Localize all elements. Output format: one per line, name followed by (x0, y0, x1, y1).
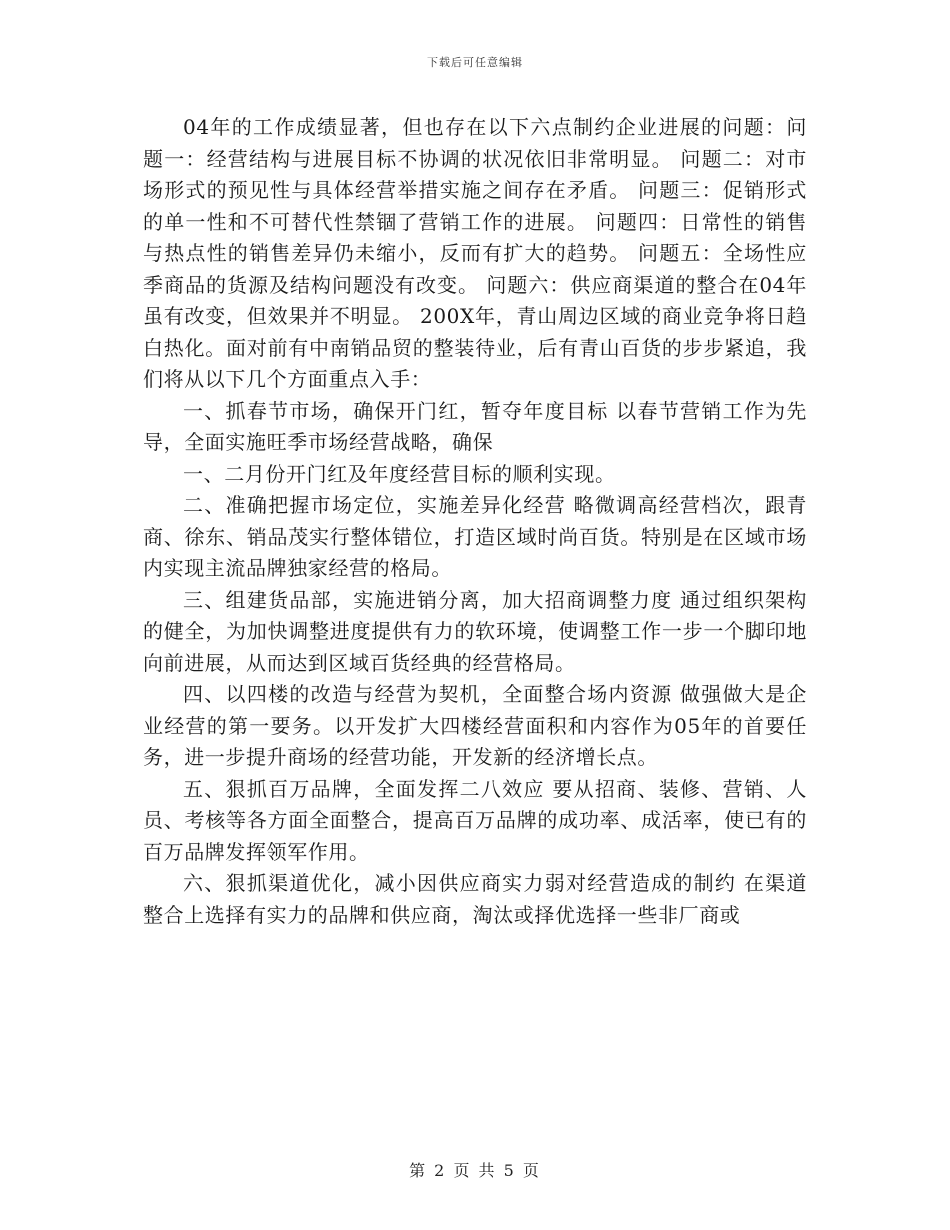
paragraph-item-4: 四、以四楼的改造与经营为契机，全面整合场内资源 做强做大是企业经营的第一要务。以开发扩大四楼经营面积和内容作为05年的首要任务，进一步提升商场的经营功能，开发新的经济增长点。 (143, 682, 807, 769)
paragraph-item-5: 五、狠抓百万品牌，全面发挥二八效应 要从招商、装修、营销、人员、考核等各方面全面整合，提高百万品牌的成功率、成活率，使已有的百万品牌发挥领军作用。 (143, 776, 807, 864)
paragraph-intro: 04年的工作成绩显著，但也存在以下六点制约企业进展的问题：问题一：经营结构与进展目标不协调的状况依旧非常明显。 问题二：对市场形式的预见性与具体经营举措实施之间存在矛盾。 问题三：促销形式的单一性和不可替代性禁锢了营销工作的进展。 问题四：日常性的销售与热点性的销售差异仍未缩小，反而有扩大的趋势。 问题五：全场性应季商品的货源及结构问题没有改变。 问题六：供应商渠道的整合在04年虽有改变，但效果并不明显。 200X年，青山周边区域的商业竞争将日趋白热化。面对前有中南销品贸的整装待业，后有青山百货的步步紧追，我们将从以下几个方面重点入手： (143, 115, 807, 391)
header-note: 下载后可任意编辑 (427, 56, 523, 69)
paragraph-item-1-continued: 一、二月份开门红及年度经营目标的顺利实现。 (183, 461, 616, 486)
paragraph-item-6: 六、狠抓渠道优化，减小因供应商实力弱对经营造成的制约 在渠道整合上选择有实力的品牌和供应商，淘汰或择优选择一些非厂商或 (143, 871, 807, 927)
document-body (143, 112, 807, 931)
paragraph-item-1: 一、抓春节市场，确保开门红，暂夺年度目标 以春节营销工作为先导，全面实施旺季市场经营战略，确保 (143, 398, 807, 454)
paragraph-item-2: 二、准确把握市场定位，实施差异化经营 略微调高经营档次，跟青商、徐东、销品茂实行整体错位，打造区域时尚百货。特别是在区域市场内实现主流品牌独家经营的格局。 (143, 493, 807, 580)
page-number: 第 2 页 共 5 页 (409, 1161, 541, 1180)
paragraph-item-3: 三、组建货品部，实施进销分离，加大招商调整力度 通过组织架构的健全，为加快调整进度提供有力的软环境，使调整工作一步一个脚印地向前进展，从而达到区域百货经典的经营格局。 (143, 587, 807, 675)
